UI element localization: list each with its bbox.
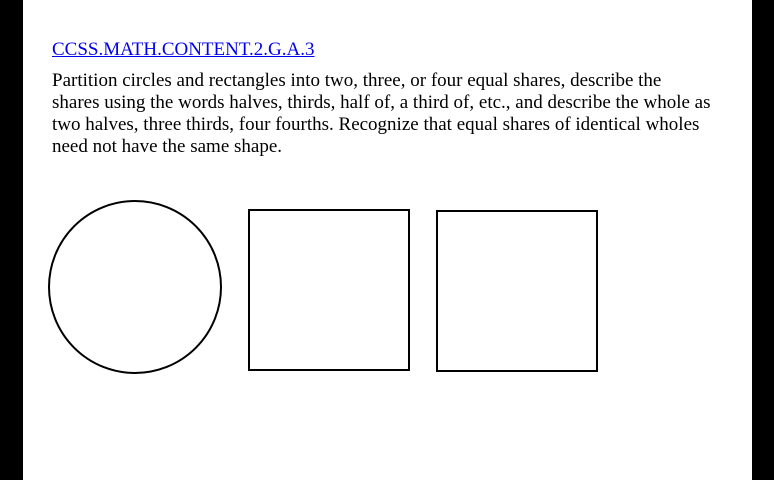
standard-code-link[interactable]: CCSS.MATH.CONTENT.2.G.A.3	[52, 39, 315, 60]
partition-square-1[interactable]	[249, 210, 409, 370]
standard-description: Partition circles and rectangles into two, three, or four equal shares, describe the shares using the words halves, thirds, half of, a third of, etc., and describe the whole as two halves, three thirds, four fourths. Recognize that equal shares of identical wholes need not have the same shape.	[52, 70, 711, 157]
partition-square-2[interactable]	[437, 211, 597, 371]
shapes-area	[23, 0, 752, 480]
content-panel	[23, 0, 752, 480]
partition-circle[interactable]	[49, 201, 221, 373]
